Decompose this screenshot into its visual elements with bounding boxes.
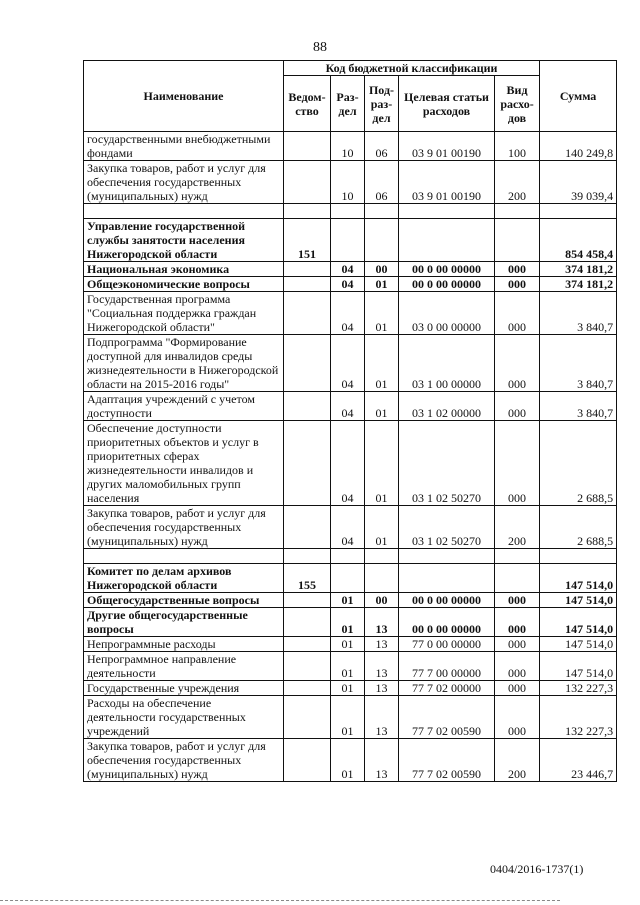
row-name: Управление государственной службы занятости населения Нижегородской области xyxy=(84,219,284,262)
row-subsection: 13 xyxy=(365,637,399,652)
row-sum: 147 514,0 xyxy=(540,564,617,593)
row-department xyxy=(284,335,331,392)
table-row xyxy=(84,392,617,421)
table-row xyxy=(84,506,617,549)
row-name: Закупка товаров, работ и услуг для обеспечения государственных (муниципальных) нужд xyxy=(84,739,284,782)
row-target-article: 00 0 00 00000 xyxy=(399,608,495,637)
row-subsection: 13 xyxy=(365,739,399,782)
row-sum: 3 840,7 xyxy=(540,392,617,421)
table-row xyxy=(84,132,617,161)
row-expense-type: 200 xyxy=(495,506,540,549)
row-subsection: 00 xyxy=(365,593,399,608)
table-row xyxy=(84,637,617,652)
row-name: Национальная экономика xyxy=(84,262,284,277)
row-target-article: 03 1 02 50270 xyxy=(399,506,495,549)
table-row xyxy=(84,262,617,277)
row-sum: 147 514,0 xyxy=(540,608,617,637)
table-row xyxy=(84,608,617,637)
row-expense-type: 000 xyxy=(495,392,540,421)
row-department: 151 xyxy=(284,219,331,262)
row-subsection: 01 xyxy=(365,335,399,392)
row-name: Подпрограмма "Формирование доступной для инвалидов среды жизнедеятельности в Нижегородской области на 2015-2016 годы" xyxy=(84,335,284,392)
header-subsection: Под-раз-дел xyxy=(365,76,399,132)
row-department xyxy=(284,161,331,204)
row-department xyxy=(284,392,331,421)
row-department xyxy=(284,132,331,161)
row-target-article: 00 0 00 00000 xyxy=(399,277,495,292)
row-department xyxy=(284,608,331,637)
row-expense-type: 000 xyxy=(495,696,540,739)
row-expense-type xyxy=(495,564,540,593)
empty-cell xyxy=(84,549,284,564)
row-subsection: 01 xyxy=(365,421,399,506)
row-expense-type: 000 xyxy=(495,637,540,652)
header-name: Наименование xyxy=(84,61,284,132)
row-expense-type: 000 xyxy=(495,608,540,637)
row-subsection: 13 xyxy=(365,696,399,739)
row-target-article: 03 1 00 00000 xyxy=(399,335,495,392)
table-row xyxy=(84,421,617,506)
row-sum: 140 249,8 xyxy=(540,132,617,161)
row-subsection: 01 xyxy=(365,392,399,421)
table-row xyxy=(84,652,617,681)
row-expense-type: 000 xyxy=(495,421,540,506)
row-target-article: 00 0 00 00000 xyxy=(399,262,495,277)
table-row xyxy=(84,219,617,262)
table-row xyxy=(84,277,617,292)
spacer-row xyxy=(84,549,617,564)
row-section: 01 xyxy=(331,593,365,608)
row-name: Адаптация учреждений с учетом доступности xyxy=(84,392,284,421)
row-section: 10 xyxy=(331,161,365,204)
row-department xyxy=(284,652,331,681)
header-sum: Сумма xyxy=(540,61,617,132)
row-expense-type xyxy=(495,219,540,262)
row-target-article: 77 7 00 00000 xyxy=(399,652,495,681)
row-sum: 374 181,2 xyxy=(540,262,617,277)
row-sum: 2 688,5 xyxy=(540,506,617,549)
row-section: 04 xyxy=(331,292,365,335)
table-body xyxy=(84,132,617,782)
row-sum: 147 514,0 xyxy=(540,637,617,652)
row-target-article: 03 0 00 00000 xyxy=(399,292,495,335)
row-expense-type: 000 xyxy=(495,652,540,681)
row-sum: 147 514,0 xyxy=(540,593,617,608)
row-sum: 854 458,4 xyxy=(540,219,617,262)
scan-edge-line xyxy=(0,900,560,902)
row-name: государственными внебюджетными фондами xyxy=(84,132,284,161)
row-expense-type: 100 xyxy=(495,132,540,161)
row-expense-type: 000 xyxy=(495,335,540,392)
empty-cell xyxy=(365,204,399,219)
row-sum: 3 840,7 xyxy=(540,335,617,392)
row-expense-type: 000 xyxy=(495,262,540,277)
row-name: Другие общегосударственные вопросы xyxy=(84,608,284,637)
row-name: Общеэкономические вопросы xyxy=(84,277,284,292)
row-target-article: 77 0 00 00000 xyxy=(399,637,495,652)
row-expense-type: 000 xyxy=(495,593,540,608)
table-row xyxy=(84,739,617,782)
empty-cell xyxy=(540,549,617,564)
row-name: Обеспечение доступности приоритетных объектов и услуг в приоритетных сферах жизнедеятельности инвалидов и других маломобильных групп населения xyxy=(84,421,284,506)
row-department: 155 xyxy=(284,564,331,593)
header-target-article: Целевая статьи расходов xyxy=(399,76,495,132)
empty-cell xyxy=(331,204,365,219)
header-department: Ведом-ство xyxy=(284,76,331,132)
row-department xyxy=(284,277,331,292)
table-row xyxy=(84,593,617,608)
row-target-article: 00 0 00 00000 xyxy=(399,593,495,608)
row-section: 04 xyxy=(331,392,365,421)
row-sum: 132 227,3 xyxy=(540,696,617,739)
row-expense-type: 000 xyxy=(495,277,540,292)
row-department xyxy=(284,421,331,506)
empty-cell xyxy=(331,549,365,564)
empty-cell xyxy=(495,204,540,219)
empty-cell xyxy=(284,549,331,564)
row-sum: 374 181,2 xyxy=(540,277,617,292)
row-section: 04 xyxy=(331,262,365,277)
table-row xyxy=(84,681,617,696)
row-subsection: 01 xyxy=(365,277,399,292)
header-section: Раз-дел xyxy=(331,76,365,132)
row-sum: 23 446,7 xyxy=(540,739,617,782)
row-sum: 2 688,5 xyxy=(540,421,617,506)
header-classification-group: Код бюджетной классификации xyxy=(284,61,540,76)
page-number: 88 xyxy=(313,40,327,55)
row-section: 01 xyxy=(331,739,365,782)
row-target-article xyxy=(399,219,495,262)
row-target-article: 77 7 02 00590 xyxy=(399,739,495,782)
row-name: Комитет по делам архивов Нижегородской области xyxy=(84,564,284,593)
empty-cell xyxy=(84,204,284,219)
empty-cell xyxy=(284,204,331,219)
row-target-article: 03 1 02 00000 xyxy=(399,392,495,421)
row-target-article xyxy=(399,564,495,593)
row-name: Расходы на обеспечение деятельности государственных учреждений xyxy=(84,696,284,739)
row-section: 04 xyxy=(331,277,365,292)
row-name: Закупка товаров, работ и услуг для обеспечения государственных (муниципальных) нужд xyxy=(84,161,284,204)
row-section xyxy=(331,219,365,262)
row-subsection: 13 xyxy=(365,652,399,681)
row-target-article: 03 9 01 00190 xyxy=(399,132,495,161)
row-department xyxy=(284,593,331,608)
row-subsection: 13 xyxy=(365,681,399,696)
row-section: 04 xyxy=(331,506,365,549)
table-row xyxy=(84,696,617,739)
empty-cell xyxy=(540,204,617,219)
budget-table xyxy=(83,60,617,782)
row-subsection: 00 xyxy=(365,262,399,277)
row-name: Закупка товаров, работ и услуг для обеспечения государственных (муниципальных) нужд xyxy=(84,506,284,549)
row-target-article: 77 7 02 00000 xyxy=(399,681,495,696)
table-row xyxy=(84,564,617,593)
row-subsection xyxy=(365,564,399,593)
empty-cell xyxy=(365,549,399,564)
row-subsection: 13 xyxy=(365,608,399,637)
row-subsection: 01 xyxy=(365,292,399,335)
row-section: 01 xyxy=(331,637,365,652)
row-name: Непрограммное направление деятельности xyxy=(84,652,284,681)
row-section: 01 xyxy=(331,696,365,739)
row-target-article: 77 7 02 00590 xyxy=(399,696,495,739)
row-department xyxy=(284,681,331,696)
row-name: Государственная программа "Социальная поддержка граждан Нижегородской области" xyxy=(84,292,284,335)
row-section: 01 xyxy=(331,608,365,637)
empty-cell xyxy=(495,549,540,564)
row-sum: 3 840,7 xyxy=(540,292,617,335)
row-department xyxy=(284,292,331,335)
table-row xyxy=(84,335,617,392)
row-department xyxy=(284,696,331,739)
row-subsection xyxy=(365,219,399,262)
row-subsection: 01 xyxy=(365,506,399,549)
row-target-article: 03 1 02 50270 xyxy=(399,421,495,506)
row-expense-type: 200 xyxy=(495,161,540,204)
row-expense-type: 000 xyxy=(495,681,540,696)
spacer-row xyxy=(84,204,617,219)
row-sum: 39 039,4 xyxy=(540,161,617,204)
empty-cell xyxy=(399,204,495,219)
row-sum: 132 227,3 xyxy=(540,681,617,696)
row-subsection: 06 xyxy=(365,161,399,204)
row-section: 04 xyxy=(331,335,365,392)
row-department xyxy=(284,739,331,782)
header-expense-type: Вид расхо-дов xyxy=(495,76,540,132)
row-name: Непрограммные расходы xyxy=(84,637,284,652)
row-section: 01 xyxy=(331,681,365,696)
row-expense-type: 000 xyxy=(495,292,540,335)
document-code: 0404/2016-1737(1) xyxy=(490,862,584,876)
empty-cell xyxy=(399,549,495,564)
row-name: Общегосударственные вопросы xyxy=(84,593,284,608)
row-sum: 147 514,0 xyxy=(540,652,617,681)
row-expense-type: 200 xyxy=(495,739,540,782)
table-row xyxy=(84,161,617,204)
row-section: 10 xyxy=(331,132,365,161)
row-target-article: 03 9 01 00190 xyxy=(399,161,495,204)
row-department xyxy=(284,262,331,277)
row-department xyxy=(284,506,331,549)
row-section xyxy=(331,564,365,593)
row-section: 04 xyxy=(331,421,365,506)
row-section: 01 xyxy=(331,652,365,681)
table-row xyxy=(84,292,617,335)
row-department xyxy=(284,637,331,652)
row-subsection: 06 xyxy=(365,132,399,161)
row-name: Государственные учреждения xyxy=(84,681,284,696)
